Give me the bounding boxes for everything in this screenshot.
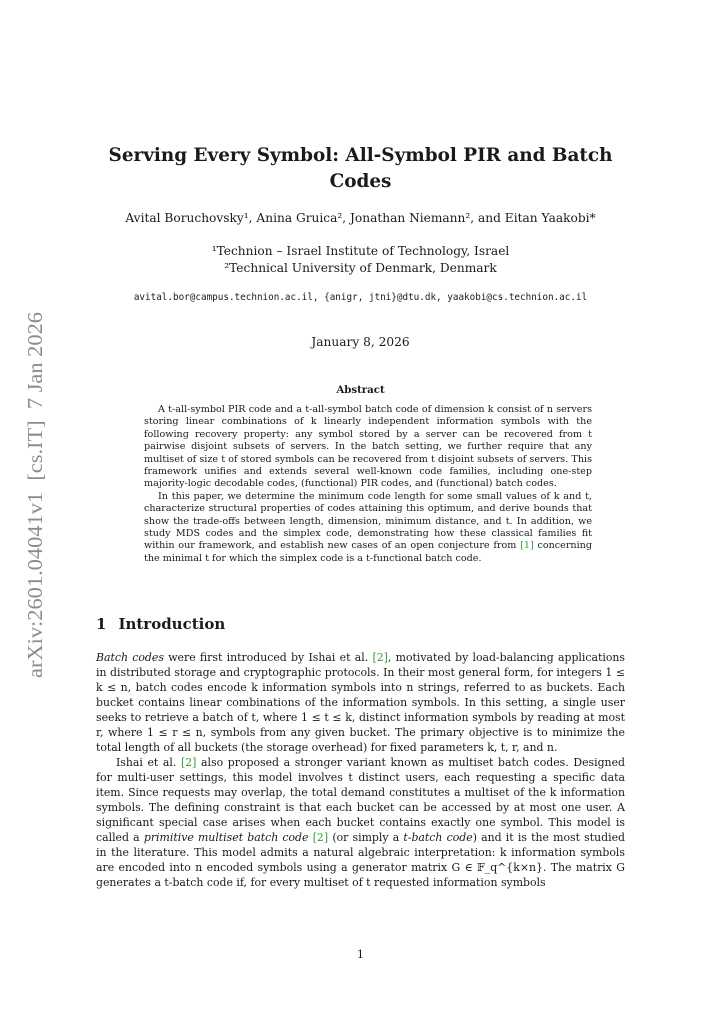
abstract-text	[144, 404, 592, 565]
arxiv-stamp	[20, 310, 50, 680]
page-number: 1	[357, 948, 364, 961]
abstract-paragraph-2	[144, 491, 592, 565]
body-paragraph-2	[96, 755, 625, 890]
affiliation-technion: ¹Technion – Israel Institute of Technology, Israel	[211, 244, 510, 258]
body-text-run: , motivated by load-balancing applications in distributed storage and cryptographic protocols. In their most general form, for integers 1 ≤ k ≤ n, batch codes encode k information symbols into n strings, referred to as buckets. Each bucket contains linear combinations of the information symbols. In this setting, a single user seeks to retrieve a batch of t, where 1 ≤ t ≤ k, distinct information symbols by reading at most r, where 1 ≤ r ≤ n, symbols from any given bucket. The primary objective is to minimize the total length of all buckets (the storage overhead) for fixed parameters k, t, r, and n.	[96, 651, 626, 754]
section-title: Introduction	[118, 615, 226, 633]
paper-title: Serving Every Symbol: All-Symbol PIR and Batch Codes	[108, 145, 613, 192]
body-text-run: also proposed a stronger variant known as multiset batch codes. Designed for multi-user settings, this model involves t distinct users, each requesting a specific data item. Since requests may overlap, the total demand constitutes a multiset of the k information symbols. The defining constraint is that each bucket can be accessed by at most one user. A significant special case arises when each bucket contains exactly one symbol. This model is called a	[96, 756, 625, 844]
paper-date: January 8, 2026	[311, 335, 410, 349]
abstract-text-run: In this paper, we determine the minimum code length for some small values of k and t, characterize structural properties of codes attaining this optimum, and derive bounds that show the trade-offs between length, dimension, minimum distance, and t. In addition, we study MDS codes and the simplex code, demonstrating how these classical families fit within our framework, and establish new cases of an open conjecture from	[144, 490, 592, 552]
author-list: Avital Boruchovsky¹, Anina Gruica², Jonathan Niemann², and Eitan Yaakobi*	[125, 211, 596, 225]
section-heading	[96, 615, 237, 633]
section-number: 1	[96, 615, 107, 633]
body-paragraph-1	[96, 650, 625, 755]
introduction-body	[96, 650, 625, 890]
emphasis-text: Batch codes	[96, 651, 164, 664]
citation-link[interactable]: [2]	[372, 651, 388, 664]
abstract-text-run: concerning the minimal t for which the simplex code is a t-functional batch code.	[144, 540, 592, 564]
citation-link[interactable]: [2]	[180, 756, 197, 769]
emphasis-text: t-batch code	[403, 831, 473, 844]
citation-link[interactable]: [2]	[312, 831, 329, 844]
arxiv-identifier: arXiv:2601.04041v1 [cs.IT] 7 Jan 2026	[23, 335, 47, 678]
body-text-run: (or simply a	[328, 831, 404, 844]
author-emails: avital.bor@campus.technion.ac.il, {anigr, jtni}@dtu.dk, yaakobi@cs.technion.ac.il	[133, 292, 588, 303]
citation-link[interactable]: [1]	[520, 540, 534, 552]
body-text-run: Ishai et al.	[116, 756, 181, 769]
emphasis-text: primitive multiset batch code	[143, 831, 309, 844]
abstract-heading: Abstract	[336, 384, 385, 396]
affiliations	[96, 243, 625, 277]
abstract-paragraph-1: A t-all-symbol PIR code and a t-all-symbol batch code of dimension k consist of n servers storing linear combinations of k linearly independent information symbols with the following recovery property: any symbol stored by a server can be recovered from t pairwise disjoint subsets of servers. In the batch setting, we further require that any multiset of size t of stored symbols can be recovered from t disjoint subsets of servers. This framework unifies and extends several well-known code families, including one-step majority-logic decodable codes, (functional) PIR codes, and (functional) batch codes.	[144, 404, 592, 490]
body-text-run: ) and it is the most studied in the literature. This model admits a natural algebraic interpretation: k information symbols are encoded into n encoded symbols using a generator matrix G ∈ 𝔽_q^{k×n}. The matrix G generates a t-batch code if, for every multiset of t requested information symbols	[96, 831, 626, 889]
body-text-run: were first introduced by Ishai et al.	[163, 651, 373, 664]
affiliation-dtu: ²Technical University of Denmark, Denmark	[224, 261, 497, 275]
